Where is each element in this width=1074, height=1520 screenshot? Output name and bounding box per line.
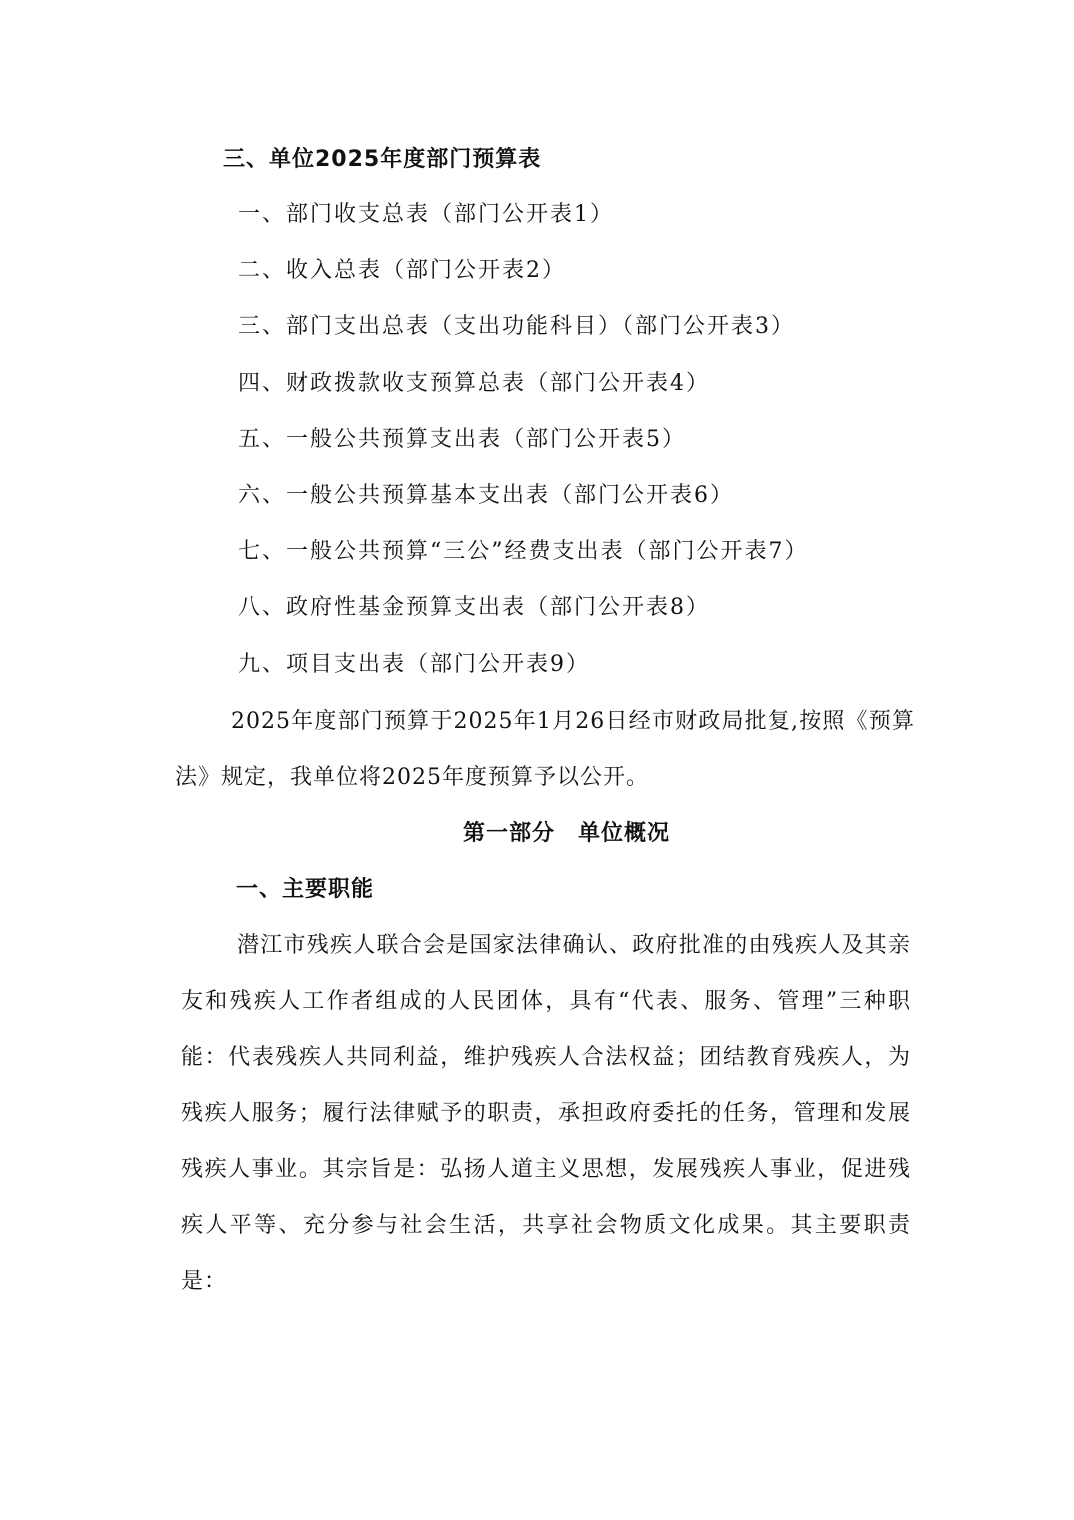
list-item: 五、一般公共预算支出表（部门公开表5） (238, 427, 686, 452)
list-item: 三、部门支出总表（支出功能科目）（部门公开表3） (238, 314, 795, 339)
list-item: 四、财政拨款收支预算总表（部门公开表4） (238, 371, 710, 396)
functions-paragraph: 潜江市残疾人联合会是国家法律确认、政府批准的由残疾人及其亲友和残疾人工作者组成的人民团体，具有“代表、服务、管理”三种职能：代表残疾人共同利益，维护残疾人合法权益；团结教育残疾人，为残疾人服务；履行法律赋予的职责，承担政府委托的任务，管理和发展残疾人事业。其宗旨是：弘扬人道主义思想，发展残疾人事业，促进残疾人平等、充分参与社会生活，共享社会物质文化成果。其主要职责是： (181, 933, 911, 1294)
list-item: 七、一般公共预算“三公”经费支出表（部门公开表7） (238, 539, 809, 564)
list-item: 八、政府性基金预算支出表（部门公开表8） (238, 595, 710, 620)
subsection-heading: 一、主要职能 (236, 877, 375, 902)
list-item: 六、一般公共预算基本支出表（部门公开表6） (238, 483, 734, 508)
list-item: 一、部门收支总表（部门公开表1） (238, 202, 614, 227)
approval-paragraph: 2025年度部门预算于2025年1月26日经市财政局批复,按照《预算法》规定，我单位将2025年度预算予以公开。 (175, 709, 915, 790)
section-heading: 三、单位2025年度部门预算表 (223, 147, 542, 172)
part-title: 第一部分 单位概况 (463, 821, 671, 846)
list-item: 九、项目支出表（部门公开表9） (238, 652, 590, 677)
list-item: 二、收入总表（部门公开表2） (238, 258, 566, 283)
